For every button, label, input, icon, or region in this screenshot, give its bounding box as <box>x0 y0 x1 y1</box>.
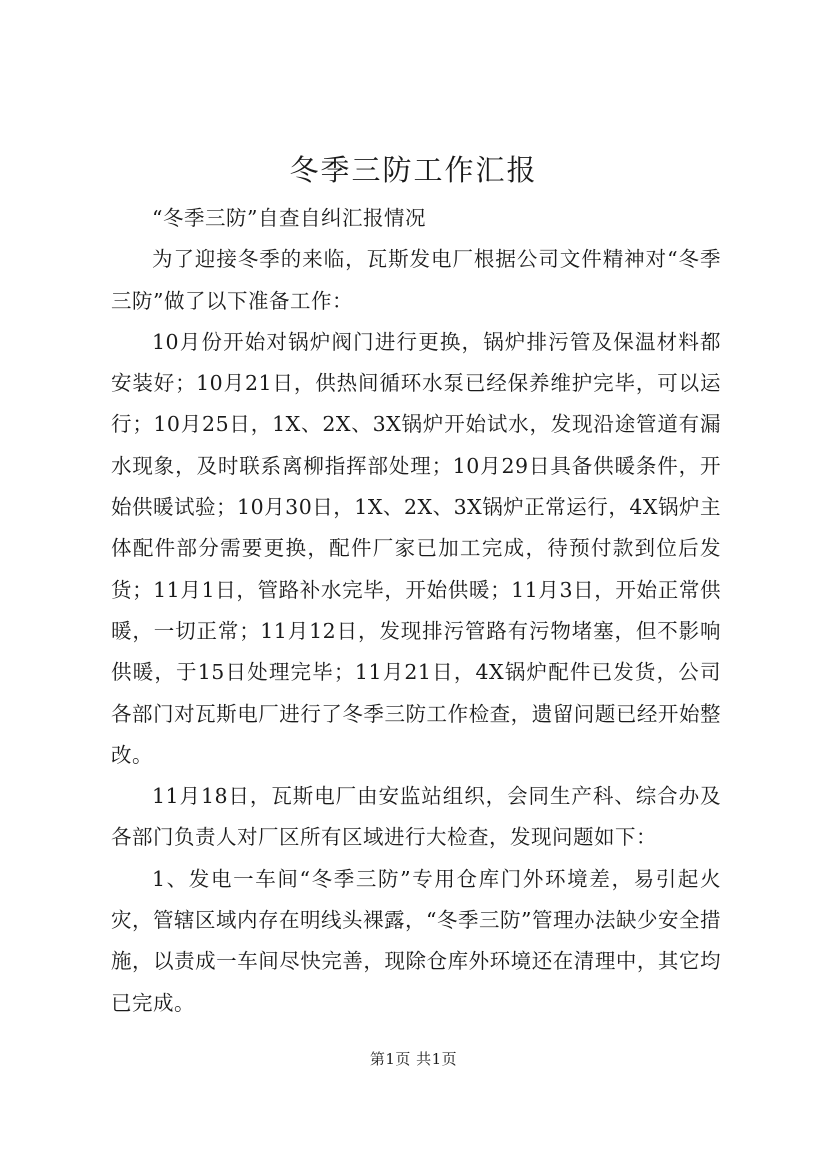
paragraph-subtitle: “冬季三防”自查自纠汇报情况 <box>152 206 426 230</box>
document-body <box>111 198 721 1024</box>
paragraph-issue-1: 1、发电一车间“冬季三防”专用仓库门外环境差，易引起火灾，管辖区域内存在明线头裸露，“冬季三防”管理办法缺少安全措施，以责成一车间尽快完善，现除仓库外环境还在清理中，其它均已完成。 <box>111 866 721 1015</box>
paragraph-intro: 为了迎接冬季的来临，瓦斯发电厂根据公司文件精神对“冬季三防”做了以下准备工作： <box>111 247 721 313</box>
paragraph-progress: 10月份开始对锅炉阀门进行更换，锅炉排污管及保温材料都安装好；10月21日，供热间循环水泵已经保养维护完毕，可以运行；10月25日，1X、2X、3X锅炉开始试水，发现沿途管道有漏水现象，及时联系离柳指挥部处理；10月29日具备供暖条件，开始供暖试验；10月30日，1X、2X、3X锅炉正常运行，4X锅炉主体配件部分需要更换，配件厂家已加工完成，待预付款到位后发货；11月1日，管路补水完毕，开始供暖；11月3日，开始正常供暖，一切正常；11月12日，发现排污管路有污物堵塞，但不影响供暖，于15日处理完毕；11月21日，4X锅炉配件已发货，公司各部门对瓦斯电厂进行了冬季三防工作检查，遗留问题已经开始整改。 <box>111 329 721 767</box>
document-title: 冬季三防工作汇报 <box>289 153 538 187</box>
page-footer: 第1页 共1页 <box>369 1050 458 1068</box>
paragraph-inspection: 11月18日，瓦斯电厂由安监站组织，会同生产科、综合办及各部门负责人对厂区所有区域进行大检查，发现问题如下： <box>111 784 721 850</box>
